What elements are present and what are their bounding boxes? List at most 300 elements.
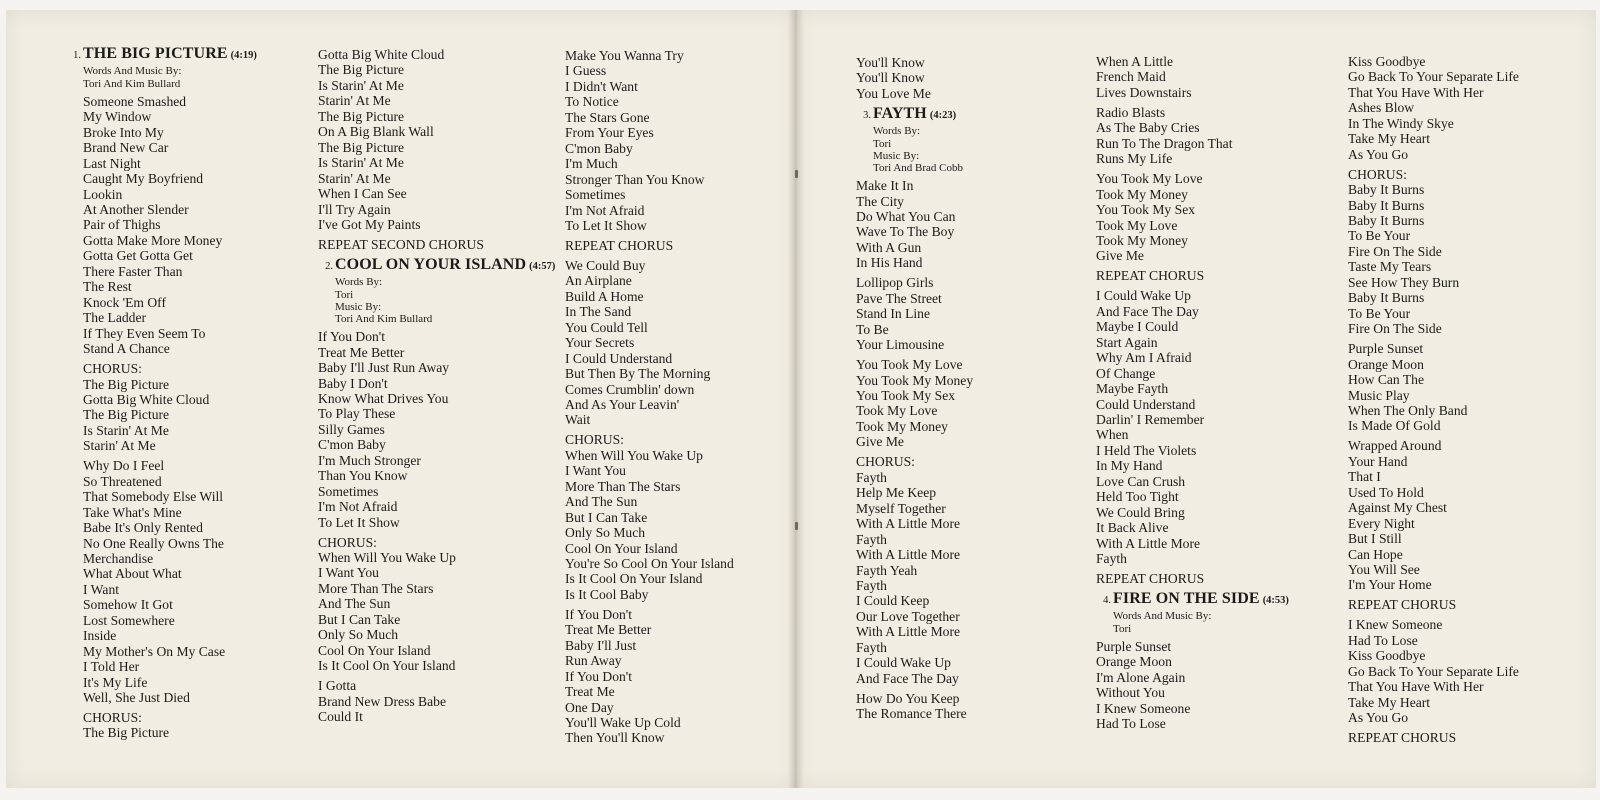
lyric-line: Why Do I Feel bbox=[83, 458, 165, 474]
lyric-line: If They Even Seem To bbox=[83, 325, 206, 341]
lyric-line: Without You bbox=[1096, 685, 1165, 701]
lyric-stanza bbox=[565, 48, 734, 233]
lyric-line: To Let It Show bbox=[565, 217, 647, 233]
lyric-line: When Will You Wake Up bbox=[318, 550, 456, 565]
lyric-line: You'll Wake Up Cold bbox=[565, 715, 681, 731]
lyric-line: You Could Tell bbox=[565, 319, 648, 335]
lyric-line: Gotta Get Gotta Get bbox=[83, 248, 193, 264]
lyrics-column-6 bbox=[1348, 54, 1519, 750]
lyric-line: Your Secrets bbox=[565, 335, 635, 351]
lyric-line: I Could Understand bbox=[565, 350, 673, 366]
lyric-line: Brand New Dress Babe bbox=[318, 693, 446, 709]
lyric-line: Is It Cool On Your Island bbox=[318, 658, 456, 674]
lyric-line: I Held The Violets bbox=[1096, 442, 1197, 458]
lyric-line: With A Gun bbox=[856, 239, 922, 255]
lyric-stanza bbox=[1096, 268, 1289, 283]
lyric-line: Build A Home bbox=[565, 288, 644, 304]
lyric-line: You Took My Love bbox=[856, 357, 963, 373]
lyric-stanza bbox=[1096, 639, 1289, 732]
lyric-line: Treat Me bbox=[565, 684, 615, 700]
lyric-line: I Could Wake Up bbox=[1096, 288, 1191, 304]
lyric-line: In My Hand bbox=[1096, 458, 1163, 474]
lyric-line: From Your Eyes bbox=[565, 125, 654, 141]
lyric-stanza bbox=[856, 454, 973, 686]
lyric-line: At Another Slender bbox=[83, 202, 189, 218]
lyric-line: Wrapped Around bbox=[1348, 438, 1442, 454]
lyric-line: I'll Try Again bbox=[318, 201, 391, 217]
lyric-stanza bbox=[1348, 54, 1519, 162]
lyric-line: Gotta Big White Cloud bbox=[318, 47, 445, 62]
lyric-line: Fayth bbox=[856, 577, 887, 593]
lyric-line: When A Little bbox=[1096, 54, 1174, 69]
lyric-line: That Somebody Else Will bbox=[83, 489, 224, 505]
lyric-line: I'm Much Stronger bbox=[318, 452, 421, 468]
credit-line: Words By: bbox=[335, 276, 383, 289]
lyric-line: Babe It's Only Rented bbox=[83, 520, 203, 536]
lyric-line: CHORUS: bbox=[318, 534, 377, 550]
lyric-line: Starin' At Me bbox=[318, 170, 391, 186]
lyric-line: Baby It Burns bbox=[1348, 182, 1425, 198]
lyric-line: Fayth bbox=[856, 469, 887, 485]
lyric-line: Baby It Burns bbox=[1348, 197, 1425, 213]
lyric-line: Pave The Street bbox=[856, 290, 942, 306]
lyric-line: Took My Money bbox=[856, 418, 948, 434]
lyric-line: Kiss Goodbye bbox=[1348, 54, 1426, 69]
lyric-line: You Took My Money bbox=[856, 372, 974, 388]
lyric-line: Silly Games bbox=[318, 421, 385, 437]
lyric-line: If You Don't bbox=[565, 668, 633, 684]
lyric-line: Wave To The Boy bbox=[856, 224, 955, 240]
lyric-line: It's My Life bbox=[83, 674, 148, 690]
lyric-line: See How They Burn bbox=[1348, 274, 1460, 290]
lyric-line: REPEAT SECOND CHORUS bbox=[318, 236, 484, 252]
lyrics-column-3 bbox=[565, 48, 734, 750]
lyric-line: I'm Alone Again bbox=[1096, 669, 1186, 685]
lyric-line: Last Night bbox=[83, 155, 141, 171]
lyric-line: Know What Drives You bbox=[318, 390, 449, 406]
lyric-line: And Face The Day bbox=[856, 670, 959, 686]
lyric-stanza bbox=[1348, 597, 1519, 612]
track-number: 1. bbox=[73, 50, 81, 61]
lyric-line: Only So Much bbox=[565, 525, 646, 541]
lyric-line: Sometimes bbox=[565, 187, 626, 203]
song-heading bbox=[1096, 591, 1289, 608]
lyric-line: Your Limousine bbox=[856, 337, 945, 353]
lyric-line: And As Your Leavin' bbox=[565, 396, 680, 412]
credit-line: Tori bbox=[873, 137, 892, 150]
lyric-line: You Took My Sex bbox=[1096, 202, 1196, 218]
lyric-line: Used To Hold bbox=[1348, 484, 1424, 500]
lyric-line: REPEAT CHORUS bbox=[1096, 268, 1205, 284]
lyric-line: You Will See bbox=[1348, 562, 1420, 577]
song-credits bbox=[66, 65, 257, 89]
lyric-line: With A Little More bbox=[856, 624, 961, 640]
lyric-line: Baby It Burns bbox=[1348, 213, 1425, 229]
lyric-stanza bbox=[318, 237, 555, 252]
lyric-line: If You Don't bbox=[565, 606, 633, 622]
lyric-line: REPEAT CHORUS bbox=[1096, 571, 1205, 586]
lyric-line: Had To Lose bbox=[1348, 632, 1418, 648]
credit-line: Tori And Kim Bullard bbox=[335, 312, 433, 325]
song-duration: (4:23) bbox=[929, 109, 957, 121]
lyric-line: The Big Picture bbox=[83, 376, 170, 392]
lyric-line: The Rest bbox=[83, 279, 132, 295]
lyric-line: Can Hope bbox=[1348, 546, 1403, 562]
lyric-line: Is Made Of Gold bbox=[1348, 418, 1441, 434]
lyric-line: Treat Me Better bbox=[318, 344, 405, 360]
lyric-line: No One Really Owns The bbox=[83, 535, 224, 551]
lyric-line: Radio Blasts bbox=[1096, 104, 1166, 120]
lyric-line: In His Hand bbox=[856, 255, 923, 271]
lyric-line: Took My Love bbox=[856, 403, 938, 419]
lyric-line: Fayth bbox=[856, 531, 887, 547]
lyric-line: Make You Wanna Try bbox=[565, 48, 684, 63]
lyric-line: Fayth bbox=[1096, 551, 1127, 567]
credit-line: Music By: bbox=[873, 149, 920, 162]
credit-line: Words And Music By: bbox=[83, 65, 182, 78]
lyric-line: To Be bbox=[856, 321, 889, 337]
song-title: THE BIG PICTURE bbox=[83, 45, 228, 62]
lyric-line: Fire On The Side bbox=[1348, 321, 1442, 337]
lyric-stanza bbox=[856, 178, 973, 271]
lyric-line: Go Back To Your Separate Life bbox=[1348, 69, 1519, 85]
lyric-line: I Want You bbox=[318, 565, 379, 581]
lyric-line: If You Don't bbox=[318, 329, 386, 345]
lyric-line: Give Me bbox=[856, 434, 904, 450]
lyric-line: Could It bbox=[318, 709, 363, 725]
song-heading bbox=[318, 257, 555, 274]
lyric-stanza bbox=[1096, 288, 1289, 566]
lyric-line: One Day bbox=[565, 699, 614, 715]
lyric-line: But Then By The Morning bbox=[565, 366, 711, 382]
lyric-line: Myself Together bbox=[856, 500, 946, 516]
lyric-line: I Could Wake Up bbox=[856, 655, 951, 671]
song-title: COOL ON YOUR ISLAND bbox=[335, 255, 527, 273]
lyric-line: You Love Me bbox=[856, 85, 931, 101]
lyric-line: So Threatened bbox=[83, 473, 162, 489]
credit-line: Tori bbox=[335, 288, 354, 301]
lyric-stanza bbox=[1096, 54, 1289, 100]
lyric-line: As You Go bbox=[1348, 710, 1409, 726]
lyric-line: Cool On Your Island bbox=[318, 642, 431, 658]
lyric-line: I Guess bbox=[565, 63, 607, 79]
lyric-line: With A Little More bbox=[1096, 535, 1201, 551]
song-heading bbox=[856, 106, 973, 123]
staple bbox=[795, 170, 798, 178]
lyric-line: But I Can Take bbox=[565, 509, 648, 525]
lyric-line: When bbox=[1096, 427, 1129, 443]
lyric-line: I Didn't Want bbox=[565, 78, 638, 94]
credit-line: Tori And Brad Cobb bbox=[873, 161, 963, 174]
lyric-stanza bbox=[856, 55, 973, 101]
lyric-line: Knock 'Em Off bbox=[83, 294, 166, 310]
lyric-line: I Want bbox=[83, 581, 120, 597]
lyric-line: Gotta Big White Cloud bbox=[83, 391, 210, 407]
lyric-line: You'll Know bbox=[856, 55, 925, 70]
lyric-line: Maybe Fayth bbox=[1096, 381, 1169, 397]
lyrics-column-2 bbox=[318, 47, 555, 729]
lyric-line: Of Change bbox=[1096, 365, 1156, 381]
lyric-line: You Took My Love bbox=[1096, 171, 1203, 187]
lyric-stanza bbox=[565, 432, 734, 602]
lyric-line: Had To Lose bbox=[1096, 716, 1166, 732]
lyric-line: We Could Buy bbox=[565, 257, 646, 273]
lyric-line: Lost Somewhere bbox=[83, 612, 175, 628]
lyric-line: C'mon Baby bbox=[565, 140, 633, 156]
lyric-line: You'll Know bbox=[856, 70, 925, 86]
lyric-line: In The Windy Skye bbox=[1348, 115, 1454, 131]
lyric-line: REPEAT CHORUS bbox=[1348, 730, 1457, 746]
lyric-stanza bbox=[565, 238, 734, 253]
lyric-line: Baby I Don't bbox=[318, 375, 388, 391]
lyric-line: The Big Picture bbox=[318, 139, 405, 155]
lyric-line: Take What's Mine bbox=[83, 504, 182, 520]
lyric-line: That I bbox=[1348, 469, 1381, 485]
lyric-line: Your Hand bbox=[1348, 453, 1408, 469]
lyric-line: Than You Know bbox=[318, 468, 408, 484]
lyric-line: There Faster Than bbox=[83, 263, 183, 279]
lyric-line: When I Can See bbox=[318, 186, 407, 202]
lyric-line: REPEAT CHORUS bbox=[1348, 597, 1457, 613]
lyric-line: You're So Cool On Your Island bbox=[565, 556, 734, 571]
lyric-line: Love Can Crush bbox=[1096, 473, 1186, 489]
lyric-line: Took My Money bbox=[1096, 232, 1188, 248]
lyric-line: Took My Love bbox=[1096, 217, 1178, 233]
lyric-line: CHORUS: bbox=[856, 454, 915, 470]
staple bbox=[795, 522, 798, 530]
lyric-line: Broke Into My bbox=[83, 124, 164, 140]
lyric-line: We Could Bring bbox=[1096, 504, 1185, 520]
lyrics-column-5 bbox=[1096, 54, 1289, 736]
lyric-line: I Want You bbox=[565, 463, 626, 479]
lyric-line: The Ladder bbox=[83, 310, 147, 326]
lyric-line: As The Baby Cries bbox=[1096, 120, 1200, 136]
lyric-stanza bbox=[1096, 571, 1289, 586]
track-number: 2. bbox=[325, 260, 333, 272]
lyric-line: Do What You Can bbox=[856, 209, 956, 225]
lyric-line: Merchandise bbox=[83, 551, 154, 566]
lyric-line: Taste My Tears bbox=[1348, 259, 1432, 275]
lyric-line: The Big Picture bbox=[318, 62, 405, 78]
lyric-line: Purple Sunset bbox=[1348, 341, 1424, 357]
lyric-line: But I Still bbox=[1348, 531, 1402, 547]
lyric-line: Run Away bbox=[565, 653, 622, 669]
lyric-line: It Back Alive bbox=[1096, 520, 1169, 536]
lyric-line: CHORUS: bbox=[83, 710, 142, 726]
lyric-line: Give Me bbox=[1096, 248, 1144, 264]
lyric-stanza bbox=[565, 607, 734, 746]
lyric-line: I Knew Someone bbox=[1096, 700, 1191, 716]
lyric-stanza bbox=[66, 710, 257, 741]
lyric-line: Is Starin' At Me bbox=[83, 422, 169, 438]
lyric-line: Lives Downstairs bbox=[1096, 84, 1192, 100]
lyric-line: Help Me Keep bbox=[856, 485, 937, 501]
lyric-line: Somehow It Got bbox=[83, 597, 173, 613]
lyric-line: Only So Much bbox=[318, 627, 399, 643]
lyric-stanza bbox=[66, 458, 257, 705]
lyric-line: To Be Your bbox=[1348, 305, 1411, 321]
lyric-line: Baby I'll Just bbox=[565, 637, 637, 653]
lyric-stanza bbox=[318, 535, 555, 674]
lyric-line: With A Little More bbox=[856, 516, 961, 532]
song-heading bbox=[66, 46, 257, 63]
lyric-line: Comes Crumblin' down bbox=[565, 381, 695, 397]
lyric-line: I'm Not Afraid bbox=[565, 202, 645, 218]
lyric-line: Well, She Just Died bbox=[83, 690, 190, 706]
lyric-line: Ashes Blow bbox=[1348, 100, 1415, 116]
lyric-line: Music Play bbox=[1348, 387, 1410, 403]
lyric-line: Is It Cool Baby bbox=[565, 586, 649, 602]
lyric-line: Take My Heart bbox=[1348, 131, 1431, 147]
lyric-stanza bbox=[856, 275, 973, 352]
lyric-line: The Big Picture bbox=[83, 725, 170, 741]
lyric-stanza bbox=[1348, 438, 1519, 593]
lyric-line: You Took My Sex bbox=[856, 388, 956, 404]
lyric-line: Then You'll Know bbox=[565, 730, 665, 746]
credit-line: Words And Music By: bbox=[1113, 610, 1212, 623]
lyric-line: Is Starin' At Me bbox=[318, 155, 404, 171]
lyric-stanza bbox=[1348, 167, 1519, 337]
lyric-line: On A Big Blank Wall bbox=[318, 124, 434, 140]
lyric-line: Brand New Car bbox=[83, 140, 169, 156]
lyric-line: Caught My Boyfriend bbox=[83, 171, 204, 187]
lyric-line: That You Have With Her bbox=[1348, 679, 1484, 695]
lyric-line: I Knew Someone bbox=[1348, 617, 1443, 633]
lyric-line: Stand In Line bbox=[856, 306, 930, 322]
song-duration: (4:19) bbox=[230, 50, 257, 61]
lyric-line: Held Too Tight bbox=[1096, 489, 1179, 505]
lyric-line: Runs My Life bbox=[1096, 151, 1173, 167]
lyric-line: Is It Cool On Your Island bbox=[565, 571, 703, 587]
lyric-line: Go Back To Your Separate Life bbox=[1348, 663, 1519, 679]
credit-line: Tori bbox=[1113, 622, 1132, 635]
track-number: 4. bbox=[1103, 594, 1111, 606]
credit-line: Music By: bbox=[335, 300, 382, 313]
lyric-line: The Big Picture bbox=[318, 108, 405, 124]
song-credits bbox=[856, 125, 973, 174]
credit-line: Tori And Kim Bullard bbox=[83, 77, 181, 90]
lyrics-column-1 bbox=[66, 46, 257, 745]
lyric-stanza bbox=[1096, 171, 1289, 264]
lyric-stanza bbox=[856, 357, 973, 450]
lyric-line: The Big Picture bbox=[83, 407, 170, 423]
lyric-line: But I Can Take bbox=[318, 611, 401, 627]
lyric-stanza bbox=[565, 258, 734, 428]
lyric-line: Fayth bbox=[856, 639, 887, 655]
song-credits bbox=[1096, 610, 1289, 634]
lyric-line: REPEAT CHORUS bbox=[565, 237, 674, 253]
lyric-line: More Than The Stars bbox=[565, 478, 681, 494]
lyric-line: I Could Keep bbox=[856, 593, 930, 609]
lyric-line: I'm Much bbox=[565, 156, 618, 172]
lyric-stanza bbox=[318, 678, 555, 724]
song-title: FIRE ON THE SIDE bbox=[1113, 589, 1260, 607]
lyrics-column-4 bbox=[856, 55, 973, 726]
lyric-line: Orange Moon bbox=[1348, 356, 1424, 372]
lyric-line: Make It In bbox=[856, 178, 914, 194]
lyric-line: Sometimes bbox=[318, 483, 379, 499]
lyric-line: Someone Smashed bbox=[83, 93, 187, 109]
lyric-line: Baby It Burns bbox=[1348, 290, 1425, 306]
lyric-line: Could Understand bbox=[1096, 396, 1196, 412]
lyric-line: What About What bbox=[83, 566, 182, 582]
lyric-line: The City bbox=[856, 193, 904, 209]
lyric-line: How Can The bbox=[1348, 372, 1425, 388]
lyric-line: I'm Your Home bbox=[1348, 577, 1432, 593]
lyric-line: Purple Sunset bbox=[1096, 638, 1172, 654]
song-credits bbox=[318, 276, 555, 325]
lyric-line: CHORUS: bbox=[83, 361, 142, 377]
song-duration: (4:53) bbox=[1262, 594, 1289, 606]
lyric-line: Darlin' I Remember bbox=[1096, 411, 1205, 427]
lyric-stanza bbox=[856, 691, 973, 722]
lyric-line: The Stars Gone bbox=[565, 109, 650, 125]
lyric-line: Start Again bbox=[1096, 334, 1158, 350]
lyric-line: C'mon Baby bbox=[318, 437, 386, 453]
lyric-line: My Mother's On My Case bbox=[83, 643, 226, 659]
lyric-line: Stand A Chance bbox=[83, 341, 170, 357]
lyric-line: Why Am I Afraid bbox=[1096, 350, 1192, 366]
lyric-line: CHORUS: bbox=[1348, 166, 1407, 182]
lyric-line: To Notice bbox=[565, 94, 619, 110]
lyric-line: The Romance There bbox=[856, 706, 967, 722]
lyric-line: Cool On Your Island bbox=[565, 540, 678, 556]
credit-line: Words By: bbox=[873, 125, 921, 138]
lyric-line: Inside bbox=[83, 628, 117, 644]
lyric-line: To Let It Show bbox=[318, 514, 400, 530]
song-duration: (4:57) bbox=[529, 260, 556, 272]
lyric-line: Maybe I Could bbox=[1096, 319, 1179, 335]
lyric-line: Took My Money bbox=[1096, 186, 1188, 202]
lyric-line: And Face The Day bbox=[1096, 303, 1199, 319]
lyric-stanza bbox=[318, 329, 555, 530]
lyric-line: I Gotta bbox=[318, 678, 357, 694]
lyric-line: Fayth Yeah bbox=[856, 562, 918, 578]
lyric-line: That You Have With Her bbox=[1348, 84, 1484, 100]
lyric-line: Lollipop Girls bbox=[856, 275, 934, 291]
lyric-line: Baby I'll Just Run Away bbox=[318, 360, 450, 376]
lyric-line: Gotta Make More Money bbox=[83, 232, 223, 248]
lyric-line: CHORUS: bbox=[565, 432, 624, 448]
lyric-line: Fire On The Side bbox=[1348, 243, 1442, 259]
lyric-line: I've Got My Paints bbox=[318, 216, 421, 232]
lyric-line: To Play These bbox=[318, 406, 396, 422]
booklet-fold bbox=[788, 10, 804, 788]
lyric-line: Our Love Together bbox=[856, 608, 960, 624]
lyric-line: I Told Her bbox=[83, 659, 140, 675]
lyric-line: When Will You Wake Up bbox=[565, 447, 703, 463]
lyric-stanza bbox=[1348, 617, 1519, 725]
lyric-stanza bbox=[1348, 730, 1519, 745]
lyric-line: Is Starin' At Me bbox=[318, 77, 404, 93]
lyric-stanza bbox=[318, 47, 555, 232]
lyric-line: Orange Moon bbox=[1096, 654, 1172, 670]
lyric-line: With A Little More bbox=[856, 547, 961, 563]
lyric-line: More Than The Stars bbox=[318, 580, 434, 596]
lyric-line: French Maid bbox=[1096, 69, 1166, 85]
lyric-line: To Be Your bbox=[1348, 228, 1411, 244]
lyric-line: Wait bbox=[565, 412, 591, 428]
lyric-line: Treat Me Better bbox=[565, 622, 652, 638]
lyric-stanza bbox=[66, 94, 257, 357]
lyric-line: I'm Not Afraid bbox=[318, 499, 398, 515]
lyric-line: Kiss Goodbye bbox=[1348, 648, 1426, 664]
lyric-line: Stronger Than You Know bbox=[565, 171, 705, 187]
lyric-stanza bbox=[1348, 341, 1519, 434]
lyric-stanza bbox=[66, 361, 257, 454]
lyric-line: Against My Chest bbox=[1348, 500, 1447, 516]
track-number: 3. bbox=[863, 109, 871, 121]
